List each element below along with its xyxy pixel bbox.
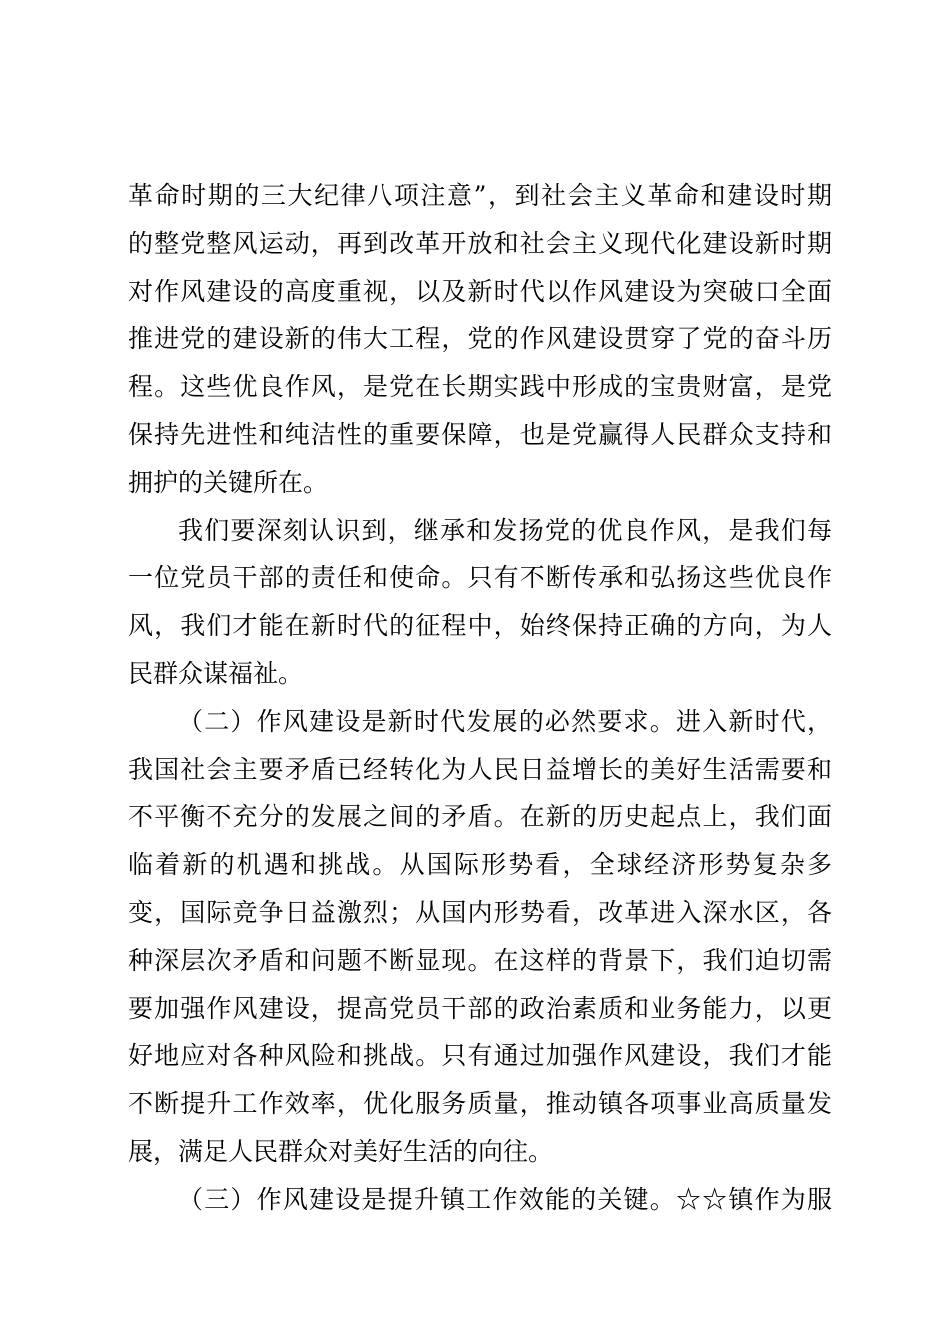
text-line: 我们要深刻认识到，继承和发扬党的优良作风，是我们每 <box>178 515 832 545</box>
text-line: 推进党的建设新的伟大工程，党的作风建设贯穿了党的奋斗历 <box>128 324 832 354</box>
text-line: 风，我们才能在新时代的征程中，始终保持正确的方向，为人 <box>128 611 832 641</box>
paragraph-history <box>128 172 832 507</box>
section-heading-line: （三）作风建设是提升镇工作效能的关键。☆☆镇作为服 <box>178 1184 832 1214</box>
paragraph-section-three <box>128 1176 832 1224</box>
text-line: 变，国际竞争日益激烈；从国内形势看，改革进入深水区，各 <box>128 897 832 927</box>
text-line: 民群众谋福祉。 <box>128 658 304 688</box>
text-line: 程。这些优良作风，是党在长期实践中形成的宝贵财富，是党 <box>128 372 832 402</box>
text-line: 对作风建设的高度重视，以及新时代以作风建设为突破口全面 <box>128 276 832 306</box>
text-line: 不断提升工作效率，优化服务质量，推动镇各项事业高质量发 <box>128 1089 832 1119</box>
text-line: 临着新的机遇和挑战。从国际形势看，全球经济形势复杂多 <box>128 850 832 880</box>
text-line: 要加强作风建设，提高党员干部的政治素质和业务能力，以更 <box>128 993 832 1023</box>
text-line: 的整党整风运动，再到改革开放和社会主义现代化建设新时期 <box>128 228 832 258</box>
text-line: 不平衡不充分的发展之间的矛盾。在新的历史起点上，我们面 <box>128 802 832 832</box>
text-line: 革命时期的三大纪律八项注意”，到社会主义革命和建设时期 <box>128 181 832 210</box>
paragraph-responsibility <box>128 507 832 698</box>
text-line: 我国社会主要矛盾已经转化为人民日益增长的美好生活需要和 <box>128 754 832 784</box>
document-body <box>128 172 832 1224</box>
paragraph-section-two <box>128 698 832 1176</box>
text-line: 展，满足人民群众对美好生活的向往。 <box>128 1136 554 1166</box>
text-line: 种深层次矛盾和问题不断显现。在这样的背景下，我们迫切需 <box>128 945 832 975</box>
text-line: 好地应对各种风险和挑战。只有通过加强作风建设，我们才能 <box>128 1041 832 1071</box>
text-line: 拥护的关键所在。 <box>128 467 329 497</box>
text-line: 一位党员干部的责任和使命。只有不断传承和弘扬这些优良作 <box>128 563 832 593</box>
section-heading-line: （二）作风建设是新时代发展的必然要求。进入新时代， <box>178 706 832 736</box>
text-line: 保持先进性和纯洁性的重要保障，也是党赢得人民群众支持和 <box>128 419 832 449</box>
